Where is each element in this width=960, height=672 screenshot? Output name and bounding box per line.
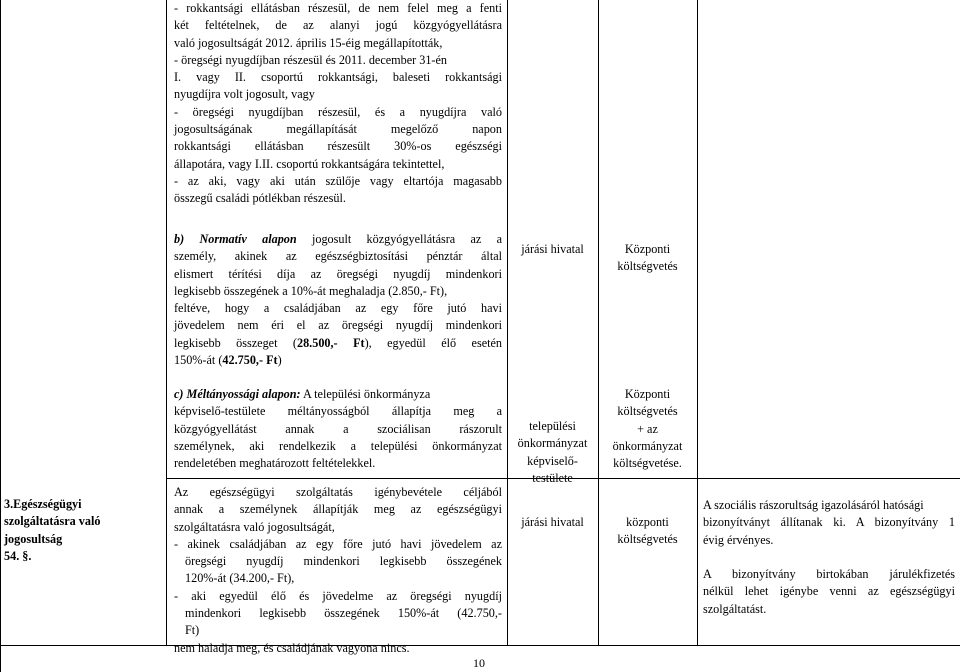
row1-criteria <box>174 0 502 208</box>
row4-service <box>4 496 162 565</box>
row2-funding-line: Központi <box>624 242 671 256</box>
text-line: legkisebb összegének a 10%-át meghaladja (2.850,- Ft), <box>174 283 448 298</box>
text-line: szolgáltatásra való jogosultságát, <box>174 519 335 534</box>
text-run: 28.500,- Ft <box>296 335 365 350</box>
text-run: ) <box>277 353 282 368</box>
text-line: Az egészségügyi szolgáltatás igénybevétele céljából <box>174 485 502 499</box>
text-run: A települési önkormányza <box>300 387 431 401</box>
text-line: összegű családi pótlékban részesül. <box>174 191 346 206</box>
row2-criteria <box>174 231 502 369</box>
text-line: A szociális rászorultság igazolásáról hatósági <box>703 498 924 512</box>
text-line: annak a személynek állapítják meg az egészségügyi <box>174 502 502 517</box>
row3-authority-line: települési <box>529 419 576 433</box>
text-line: nélkül lehet igénybe venni az egészségügyi <box>703 584 955 599</box>
row3-funding-line: költségvetés <box>617 404 678 419</box>
column-divider-1 <box>166 0 167 645</box>
row3-authority-line: önkormányzat <box>517 436 588 451</box>
row4-notes <box>703 497 955 618</box>
service-line: szolgáltatásra való <box>4 514 101 529</box>
service-line: 3.Egészségügyi <box>4 497 82 511</box>
text-run: 42.750,- Ft <box>222 353 278 368</box>
row3-funding-line: önkormányzat <box>612 438 683 453</box>
text-line: nyugdíjra volt jogosult, vagy <box>174 87 315 102</box>
text-line: nem haladja meg, és családjának vagyona nincs. <box>174 640 410 655</box>
text-line: szolgáltatást. <box>703 601 767 616</box>
text-line: állapotára, vagy I.II. csoportú rokkantságára tekintettel, <box>174 156 445 171</box>
row4-authority-label: járási hivatal <box>521 515 584 529</box>
row2-authority-label: járási hivatal <box>521 242 584 256</box>
text-line: - rokkantsági ellátásban részesül, de nem felel meg a fenti <box>174 1 502 15</box>
row4-authority <box>507 514 598 531</box>
text-line: - aki egyedül élő és jövedelme az öregségi nyugdíj <box>174 588 502 603</box>
text-line: elismert térítési díja az öregségi nyugdíj mindenkori <box>174 266 502 281</box>
text-line: I. vagy II. csoportú rokkantsági, baleseti rokkantsági <box>174 70 502 85</box>
text-run: 150%-át ( <box>174 353 223 368</box>
text-line: mindenkori legkisebb összegének 150%-át (42.750,- <box>185 606 502 621</box>
text-line: Ft) <box>185 623 200 638</box>
text-line: való jogosultságát 2012. április 15-éig megállapították, <box>174 35 443 50</box>
row4-criteria-lines <box>174 484 502 657</box>
text-line: - akinek családjában az egy főre jutó havi jövedelem az <box>174 536 502 551</box>
row4-notes-lines <box>703 497 955 618</box>
text-line: 120%-át (34.200,- Ft), <box>185 571 295 586</box>
text-line: rendeletében meghatározott feltételekkel. <box>174 456 376 471</box>
row4-funding <box>598 514 697 549</box>
text-line: két feltételnek, de az alanyi jogú közgyógyellátásra <box>174 18 502 33</box>
row3-funding-line: Központi <box>624 387 671 401</box>
row1-criteria-lines <box>174 0 502 208</box>
text-line: - öregségi nyugdíjban részesül és 2011. december 31-én <box>174 52 447 67</box>
row4-funding-line: költségvetés <box>617 532 678 547</box>
text-line: évig érvényes. <box>703 532 774 547</box>
text-line: személy, akinek az egészségbiztosítási pénztár által <box>174 249 502 264</box>
text-line <box>703 549 955 566</box>
page-number: 10 <box>473 656 485 670</box>
row3-criteria <box>174 386 502 472</box>
text-line: személynek, aki rendelkezik a települési önkormányzat <box>174 438 502 453</box>
text-line: bizonyítványt állítanak ki. A bizonyítvány 1 <box>703 515 955 530</box>
row3-authority-line: testülete <box>532 470 573 485</box>
text-line: jogosultságának megállapítását megelőző napon <box>174 122 502 137</box>
service-line: jogosultság <box>4 531 63 546</box>
row3-criteria-lines <box>174 386 502 472</box>
row3-funding-line: + az <box>637 421 658 436</box>
row2-funding <box>598 241 697 276</box>
text-run: jogosult közgyógyellátásra az a <box>296 232 502 246</box>
text-line: öregségi nyugdíj mindenkori legkisebb összegének <box>185 554 502 569</box>
text-run: legkisebb összeget ( <box>174 335 297 350</box>
text-line <box>174 231 502 248</box>
text-line <box>174 335 502 352</box>
row4-criteria <box>174 484 502 657</box>
text-run: b) Normatív alapon <box>174 232 297 246</box>
text-line: feltéve, hogy a családjában az egy főre jutó havi <box>174 301 502 316</box>
text-line: jövedelem nem éri el az öregségi nyugdíj mindenkori <box>174 318 502 333</box>
service-line: 54. §. <box>4 548 32 563</box>
text-line: rokkantsági ellátásban részesült 30%-os egészségi <box>174 139 502 154</box>
row2-criteria-lines <box>174 231 502 369</box>
row3-authority <box>507 418 598 487</box>
row3-funding-line: költségvetése. <box>613 456 682 471</box>
column-divider-2 <box>507 0 508 645</box>
text-line <box>174 386 502 403</box>
text-line: - az aki, vagy aki után szülője vagy eltartója magasabb <box>174 173 502 188</box>
row3-funding <box>598 386 697 472</box>
text-line: képviselő-testülete méltányosságból állapítja meg a <box>174 404 502 419</box>
row3-authority-line: képviselő- <box>527 453 578 468</box>
text-line <box>174 352 502 369</box>
row2-authority <box>507 241 598 258</box>
text-line: közgyógyellátást annak a szociálisan rászorult <box>174 421 502 436</box>
text-run: c) Méltányossági alapon: <box>174 387 301 401</box>
row4-funding-line: központi <box>626 515 669 529</box>
column-divider-4 <box>697 0 698 645</box>
table-border-left <box>0 0 1 672</box>
text-line: - öregségi nyugdíjban részesül, és a nyugdíjra való <box>174 104 502 119</box>
row2-funding-line: költségvetés <box>617 259 678 274</box>
text-run: ), egyedül élő esetén <box>364 335 502 350</box>
text-line: A bizonyítvány birtokában járulékfizetés <box>703 567 955 582</box>
